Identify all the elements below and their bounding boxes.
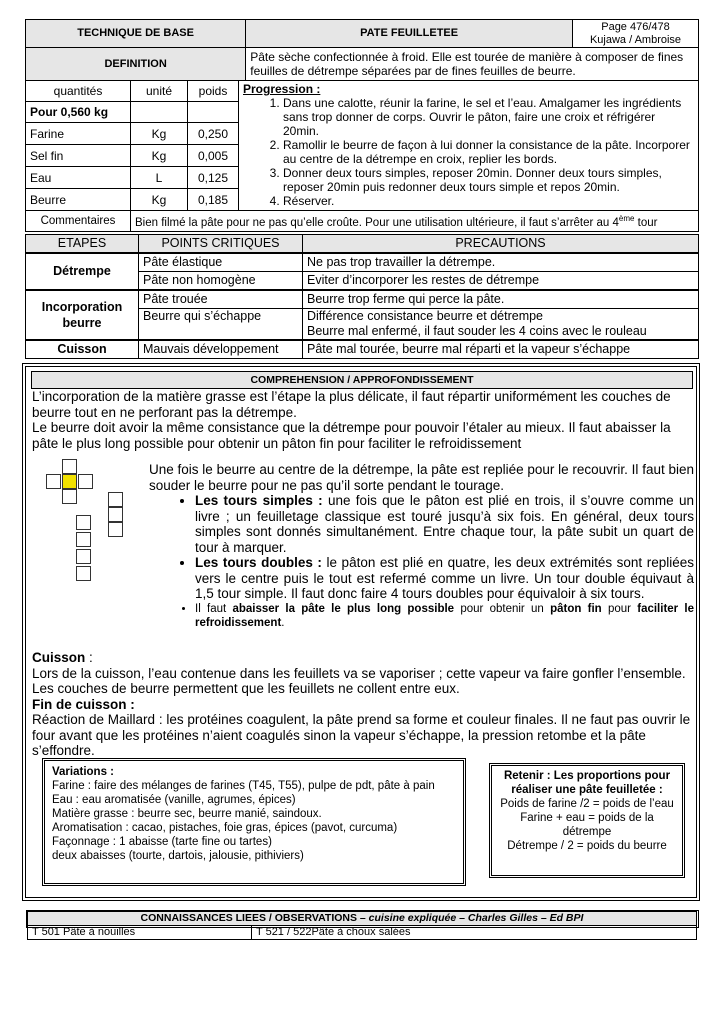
ingredient-weight: 0,005: [188, 145, 239, 167]
ingredient-name: Beurre: [26, 189, 131, 211]
ingredient-unit: Kg: [131, 123, 188, 145]
cuisson-colon: :: [85, 650, 93, 665]
ingredient-unit: Kg: [131, 145, 188, 167]
retenir-box: [491, 765, 683, 876]
steps-header-points: POINTS CRITIQUES: [139, 235, 303, 254]
precaution: Pâte mal tourée, beurre mal réparti et la vapeur s’échappe: [303, 340, 699, 359]
comment-body: Bien filmé la pâte pour ne pas qu’elle croûte. Pour une utilisation ultérieure, il faut s’arrêter au 4: [135, 216, 619, 229]
cuisson-label: Cuisson: [32, 650, 86, 665]
comprehension-intro: [32, 389, 692, 451]
variations-box: [44, 760, 464, 884]
tours-simples-item: [195, 493, 694, 555]
footer-title: [28, 912, 697, 926]
critical-point: Pâte trouée: [139, 290, 303, 309]
comment-sup: ème: [618, 213, 635, 223]
tours-simples-label: Les tours simples :: [195, 493, 323, 508]
tip-text: pour: [601, 602, 638, 615]
ingredient-weight: 0,250: [188, 123, 239, 145]
step-incorporation: Incorporation beurre: [26, 290, 139, 340]
steps-header-precautions: PRECAUTIONS: [303, 235, 699, 254]
fold-square-icon: [62, 489, 77, 504]
portion: Pour 0,560 kg: [26, 102, 131, 123]
tip-text: .: [281, 616, 285, 629]
page-info: [573, 20, 699, 48]
header-table: [25, 19, 699, 81]
footer-title-source: cuisine expliquée – Charles Gilles – Ed BPI: [368, 912, 584, 924]
retenir-line: Détrempe / 2 = poids du beurre: [507, 840, 667, 852]
fold-square-icon: [76, 532, 91, 547]
fold-square-icon: [78, 474, 93, 489]
fold-square-icon: [76, 566, 91, 581]
intro-paragraph: Le beurre doit avoir la même consistance que la détrempe pour pouvoir l’étaler au mieux. Il faut abaisser la pâte le plus long possible pour obtenir un pâton fin pour faciliter le refroidissement: [32, 420, 671, 451]
comment-label: Commentaires: [26, 211, 131, 232]
ingredient-name: Sel fin: [26, 145, 131, 167]
fold-square-icon: [76, 515, 91, 530]
ingredient-weight: 0,185: [188, 189, 239, 211]
progression-step: 4. Réserver.: [283, 194, 694, 208]
fold-square-icon: [62, 459, 77, 474]
comment-end: tour: [634, 216, 658, 229]
page-number: Page 476/478: [601, 20, 670, 33]
critical-point: Mauvais développement: [139, 340, 303, 359]
tip-text: pour obtenir un: [454, 602, 551, 615]
tours-doubles-label: Les tours doubles :: [195, 555, 322, 570]
precaution: Beurre mal enfermé, il faut souder les 4 coins avec le rouleau: [307, 324, 647, 338]
folding-text: [149, 462, 694, 630]
step-cuisson: Cuisson: [26, 340, 139, 359]
definition-label: DEFINITION: [26, 48, 246, 81]
variation-line: Matière grasse : beurre sec, beurre manié, saindoux.: [52, 808, 322, 820]
technique-label: TECHNIQUE DE BASE: [26, 20, 246, 48]
progression-step: 3. Donner deux tours simples, reposer 20min. Donner deux tours simples, reposer 20min puis redonner deux tours simple et repos 20min.: [283, 166, 694, 194]
comprehension-title: COMPREHENSION / APPROFONDISSEMENT: [31, 371, 693, 389]
progression-step: 2. Ramollir le beurre de façon à lui donner la consistance de la pâte. Incorporer au centre de la détrempe en croix, replier les bords.: [283, 138, 694, 166]
tours-doubles-item: [195, 555, 694, 602]
variation-line: deux abaisses (tourte, dartois, jalousie, pithiviers): [52, 850, 304, 862]
critical-point: Pâte non homogène: [139, 272, 303, 291]
variation-line: Aromatisation : cacao, pistaches, foie gras, épices (pavot, curcuma): [52, 822, 398, 834]
steps-table: [25, 234, 699, 359]
progression-title: Progression :: [243, 82, 321, 96]
progression: [239, 81, 699, 211]
tip-bold: abaisser la pâte le plus long possible: [232, 602, 455, 615]
progression-step: 1. Dans une calotte, réunir la farine, le sel et l’eau. Amalgamer les ingrédients sans trop donner de corps. Ouvrir le pâton, faire une croix et réfrigérer 20min.: [283, 96, 694, 138]
cuisson-text: Lors de la cuisson, l’eau contenue dans les feuillets va se vaporiser ; cette vapeur va faire gonfler l’ensemble. Les couches de beurre permettent que les feuillets ne collent entre eux.: [32, 665, 686, 696]
footer-table: [27, 911, 697, 940]
cuisson-section: [32, 650, 692, 759]
cuisson-heading: [32, 650, 692, 666]
intro-paragraph: L’incorporation de la matière grasse est l’étape la plus délicate, il faut répartir uniformément les couches de beurre tout en ne perforant pas la détrempe.: [32, 389, 671, 420]
tours-doubles-text: le pâton est plié en quatre, les deux extrémités sont repliées vers le centre puis le tout est refermé comme un livre. Un tour double équivaut à 1,5 tour simple. Il faut donc faire 4 tours doubles pour équivaloir à six tours.: [195, 555, 694, 601]
fold-square-icon: [108, 522, 123, 537]
page-title: PATE FEUILLETEE: [246, 20, 573, 48]
retenir-line: Farine + eau = poids de la détrempe: [520, 812, 654, 838]
tip-text: Il faut: [195, 602, 233, 615]
tip-item: [195, 602, 694, 630]
fold-square-icon: [108, 507, 123, 522]
fold-square-icon: [108, 492, 123, 507]
variation-line: Farine : faire des mélanges de farines (T45, T55), pulpe de pdt, pâte à pain: [52, 780, 435, 792]
retenir-title: Retenir : Les proportions pour réaliser une pâte feuilletée :: [503, 770, 671, 796]
precaution-group: [303, 309, 699, 341]
variations-title: Variations :: [52, 766, 114, 778]
steps-header-etapes: ETAPES: [26, 235, 139, 254]
progression-list: [243, 96, 694, 208]
butter-square-icon: [62, 474, 77, 489]
authors: Kujawa / Ambroise: [589, 33, 682, 46]
col-quantites: quantités: [26, 81, 131, 102]
folding-diagram: [46, 459, 136, 584]
col-poids: poids: [188, 81, 239, 102]
footer-title-main: CONNAISSANCES LIEES / OBSERVATIONS –: [140, 912, 369, 924]
footer-link: T 501 Pâte à nouilles: [28, 926, 252, 940]
fin-cuisson-label: Fin de cuisson :: [32, 696, 135, 712]
critical-point: Beurre qui s’échappe: [139, 309, 303, 341]
ingredient-weight: 0,125: [188, 167, 239, 189]
ingredient-name: Farine: [26, 123, 131, 145]
tip-bold: pâton fin: [550, 602, 602, 615]
precaution: Beurre trop ferme qui perce la pâte.: [303, 290, 699, 309]
precaution: Différence consistance beurre et détrempe: [307, 309, 544, 323]
critical-point: Pâte élastique: [139, 253, 303, 272]
variation-line: Façonnage : 1 abaisse (tarte fine ou tartes): [52, 836, 272, 848]
tours-simples-text: une fois que le pâton est plié en trois, il s’ouvre comme un livre ; un feuilletage classique est touré jusqu’à six fois. En général, deux tours simples sont donnés simultanément. Entre chaque tour, la pâte subit un quart de tour à marquer.: [195, 493, 694, 555]
recipe-table: [25, 80, 699, 232]
col-unite: unité: [131, 81, 188, 102]
definition-text: Pâte sèche confectionnée à froid. Elle est tourée de manière à composer de fines feuilles de détrempe séparées par de fines feuilles de beurre.: [246, 48, 699, 81]
comprehension-section: [25, 366, 697, 898]
precaution: Ne pas trop travailler la détrempe.: [303, 253, 699, 272]
tours-list: [149, 493, 694, 630]
precaution: Eviter d’incorporer les restes de détrempe: [303, 272, 699, 291]
ingredient-name: Eau: [26, 167, 131, 189]
comment-text: [131, 211, 699, 232]
tip-bold: faciliter le refroidissement: [195, 602, 694, 629]
fold-square-icon: [46, 474, 61, 489]
fin-cuisson-text: Réaction de Maillard : les protéines coagulent, la pâte prend sa forme et couleur finales. Il ne faut pas ouvrir le four avant que les protéines n’aient coagulés sinon la vapeur s’échappe, la pression retombe et la pâte s’effondre.: [32, 712, 691, 758]
retenir-line: Poids de farine /2 = poids de l’eau: [500, 798, 674, 810]
step-detrempe: Détrempe: [26, 253, 139, 290]
fold-paragraph: Une fois le beurre au centre de la détrempe, la pâte est repliée pour le recouvrir. Il faut bien souder le beurre pour ne pas qu’il sorte pendant le tourage.: [149, 462, 694, 493]
ingredient-unit: Kg: [131, 189, 188, 211]
fold-square-icon: [76, 549, 91, 564]
variation-line: Eau : eau aromatisée (vanille, agrumes, épices): [52, 794, 296, 806]
footer-link: T 521 / 522Pâte à choux salées: [252, 926, 697, 940]
ingredient-unit: L: [131, 167, 188, 189]
